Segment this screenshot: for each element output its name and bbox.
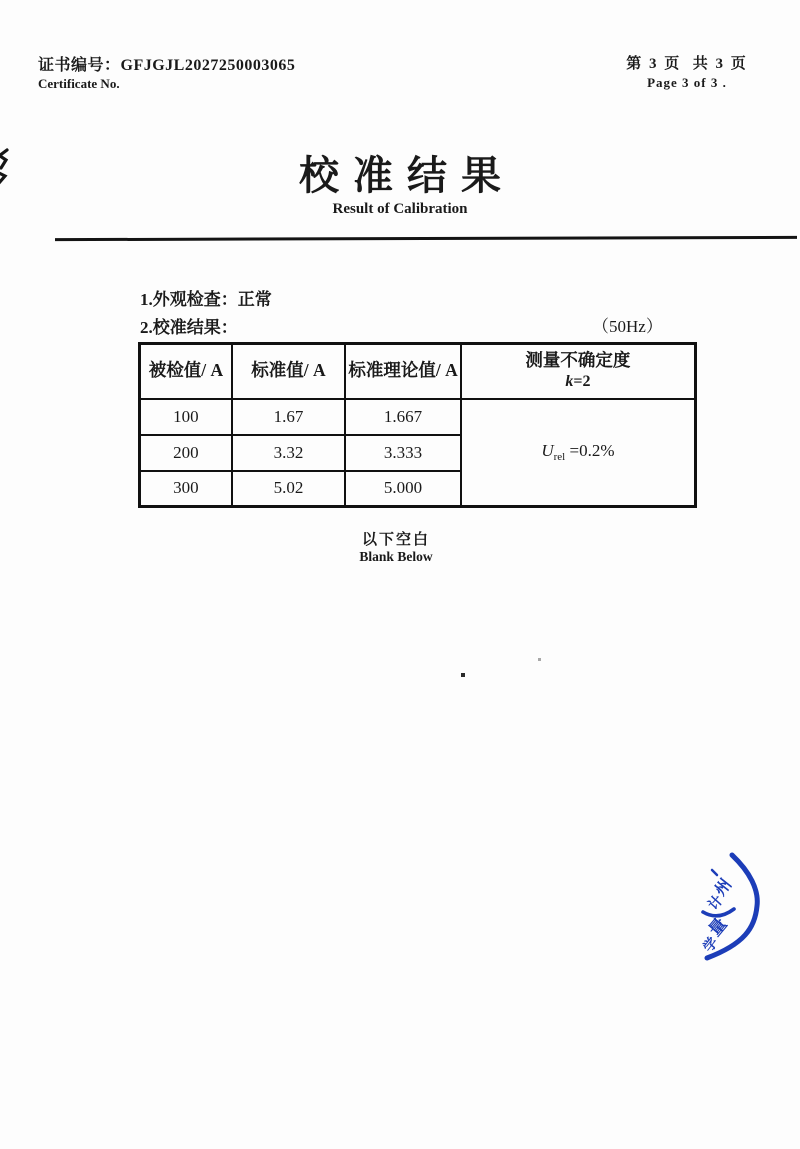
cell-theoretical-value: 1.667 <box>345 399 461 435</box>
uncertainty-header-label: 测量不确定度 <box>525 350 631 371</box>
cell-standard-value: 1.67 <box>232 399 345 435</box>
cell-theoretical-value: 3.333 <box>345 435 461 471</box>
col-header-standard-value: 标准值/ A <box>232 344 345 399</box>
cell-tested-value: 200 <box>140 435 232 471</box>
u-symbol: U <box>541 441 554 461</box>
u-value: =0.2% <box>565 441 615 461</box>
table-row <box>140 399 696 435</box>
certificate-number-block <box>38 52 295 92</box>
page-info-en: Page 3 of 3 . <box>647 75 727 90</box>
u-subscript: rel <box>553 451 566 464</box>
official-seal-partial <box>686 848 770 970</box>
seal-stray-mark <box>712 870 717 875</box>
edge-cutoff-glyph <box>0 146 13 186</box>
seal-char: 量 <box>705 914 731 940</box>
table-header-row <box>140 344 696 399</box>
seal-char: 学 <box>701 935 722 956</box>
scan-speck <box>461 673 465 677</box>
certificate-number-line <box>38 52 295 75</box>
col-header-tested-value: 被检值/ A <box>140 344 232 399</box>
cell-tested-value: 300 <box>140 471 232 507</box>
seal-char: 计 <box>706 893 727 914</box>
cell-standard-value: 3.32 <box>232 435 345 471</box>
calibration-result-line: 2.校准结果： <box>140 318 238 337</box>
visual-inspection-line: 1.外观检查：正常 <box>140 290 272 309</box>
page-info-block <box>612 52 762 91</box>
certificate-number-label: 证书编号： <box>38 57 121 74</box>
blank-below-en: Blank Below <box>359 549 433 564</box>
certificate-number-value: GFJGJL2027250003065 <box>120 57 296 74</box>
seal-char: 州 <box>711 876 736 900</box>
col-header-uncertainty <box>461 344 696 399</box>
scan-speck <box>538 658 541 661</box>
coverage-factor-line <box>462 372 694 392</box>
certificate-number-label-en: Certificate No. <box>38 76 120 91</box>
cell-standard-value: 5.02 <box>232 471 345 507</box>
title-divider <box>55 236 797 241</box>
col-header-theoretical-value: 标准理论值/ A <box>345 344 461 399</box>
cell-theoretical-value: 5.000 <box>345 471 461 507</box>
frequency-note: （50Hz） <box>592 317 663 336</box>
calibration-results-table <box>138 342 697 508</box>
page-info-cn: 第 3 页 共 3 页 <box>626 56 748 72</box>
k-value: =2 <box>573 373 591 391</box>
cell-tested-value: 100 <box>140 399 232 435</box>
page-title-en: Result of Calibration <box>332 201 468 217</box>
page-title: 校准结果 <box>299 153 515 198</box>
k-symbol: k <box>565 373 574 391</box>
cell-uncertainty <box>461 399 696 507</box>
blank-below-cn: 以下空白 <box>361 532 430 548</box>
